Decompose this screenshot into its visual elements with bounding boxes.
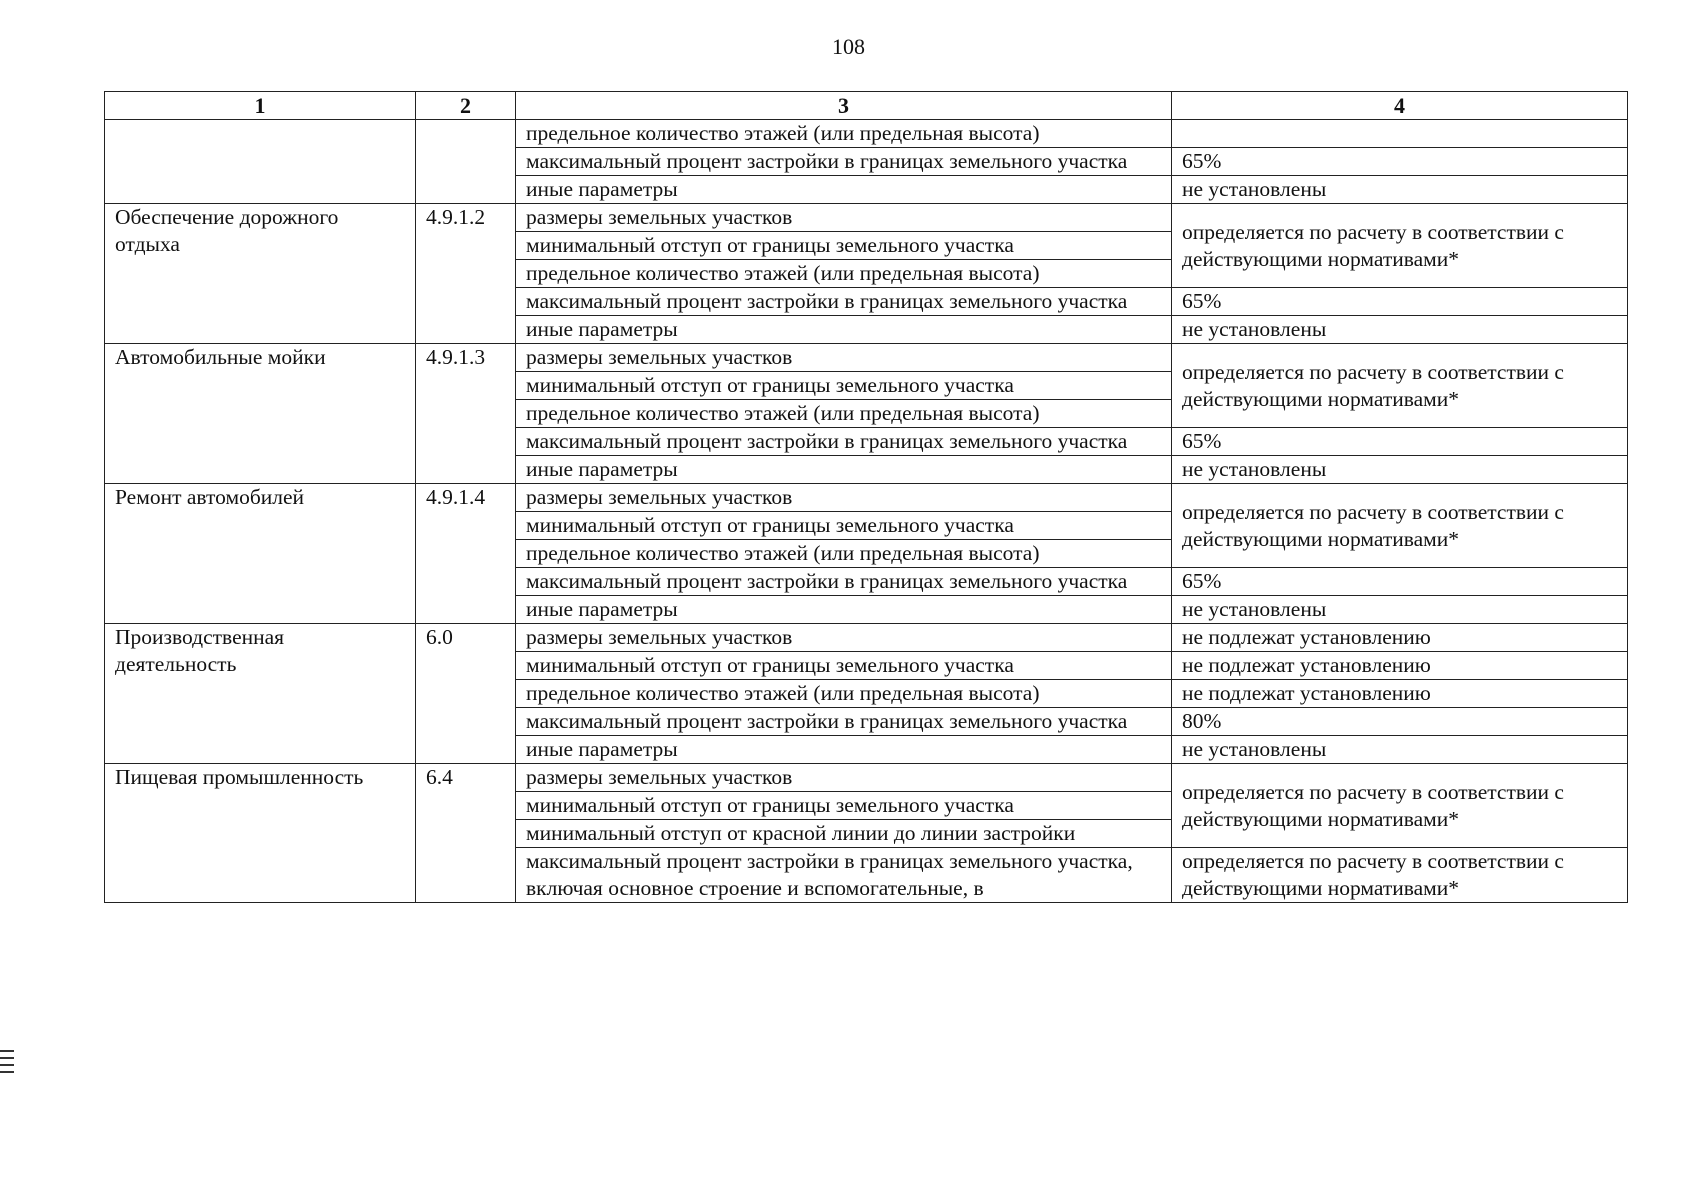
margin-mark [0, 1057, 14, 1059]
value-cell: не установлены [1172, 456, 1628, 484]
value-cell: не установлены [1172, 176, 1628, 204]
table-row [105, 484, 1628, 512]
param-cell: максимальный процент застройки в границах земельного участка [516, 288, 1172, 316]
use-name-cell: Обеспечение дорожного отдыха [105, 204, 416, 344]
param-cell: предельное количество этажей (или предельная высота) [516, 260, 1172, 288]
param-cell: минимальный отступ от границы земельного участка [516, 512, 1172, 540]
header-col-2: 2 [416, 92, 516, 120]
margin-mark [0, 1050, 14, 1052]
regulations-table [104, 91, 1628, 903]
value-cell: определяется по расчету в соответствии с действующими нормативами* [1172, 344, 1628, 428]
table-row [105, 204, 1628, 232]
value-cell: не установлены [1172, 736, 1628, 764]
param-cell: предельное количество этажей (или предельная высота) [516, 120, 1172, 148]
use-name-cell: Производственная деятельность [105, 624, 416, 764]
use-code-cell: 4.9.1.4 [416, 484, 516, 624]
use-name-cell: Автомобильные мойки [105, 344, 416, 484]
value-cell: не установлены [1172, 596, 1628, 624]
value-cell: 80% [1172, 708, 1628, 736]
value-cell: 65% [1172, 568, 1628, 596]
param-cell: минимальный отступ от границы земельного участка [516, 792, 1172, 820]
param-cell: иные параметры [516, 736, 1172, 764]
param-cell: размеры земельных участков [516, 484, 1172, 512]
header-col-3: 3 [516, 92, 1172, 120]
header-row [105, 92, 1628, 120]
value-cell: не подлежат установлению [1172, 680, 1628, 708]
param-cell: минимальный отступ от границы земельного участка [516, 652, 1172, 680]
table-row [105, 624, 1628, 652]
value-cell: 65% [1172, 288, 1628, 316]
use-code-cell: 6.4 [416, 764, 516, 903]
param-cell: предельное количество этажей (или предельная высота) [516, 400, 1172, 428]
value-cell: определяется по расчету в соответствии с действующими нормативами* [1172, 848, 1628, 903]
use-code-cell: 6.0 [416, 624, 516, 764]
param-cell: предельное количество этажей (или предельная высота) [516, 680, 1172, 708]
value-cell: не подлежат установлению [1172, 652, 1628, 680]
value-cell: 65% [1172, 148, 1628, 176]
page-number: 108 [832, 34, 865, 59]
value-cell: не подлежат установлению [1172, 624, 1628, 652]
value-cell: определяется по расчету в соответствии с действующими нормативами* [1172, 204, 1628, 288]
value-cell: определяется по расчету в соответствии с действующими нормативами* [1172, 764, 1628, 848]
param-cell: максимальный процент застройки в границах земельного участка [516, 148, 1172, 176]
value-cell: определяется по расчету в соответствии с действующими нормативами* [1172, 484, 1628, 568]
margin-mark [0, 1071, 14, 1073]
param-cell: максимальный процент застройки в границах земельного участка [516, 708, 1172, 736]
param-cell: максимальный процент застройки в границах земельного участка [516, 428, 1172, 456]
header-col-1: 1 [105, 92, 416, 120]
margin-mark [0, 1064, 14, 1066]
header-col-4: 4 [1172, 92, 1628, 120]
param-cell: иные параметры [516, 176, 1172, 204]
param-cell: иные параметры [516, 596, 1172, 624]
param-cell: размеры земельных участков [516, 204, 1172, 232]
table-row [105, 120, 1628, 148]
param-cell: минимальный отступ от красной линии до линии застройки [516, 820, 1172, 848]
param-cell: размеры земельных участков [516, 344, 1172, 372]
param-cell: предельное количество этажей (или предельная высота) [516, 540, 1172, 568]
scan-margin-marks [0, 1050, 14, 1078]
table-row [105, 344, 1628, 372]
value-cell [1172, 120, 1628, 148]
param-cell: размеры земельных участков [516, 764, 1172, 792]
param-cell: размеры земельных участков [516, 624, 1172, 652]
value-cell: 65% [1172, 428, 1628, 456]
param-cell: иные параметры [516, 456, 1172, 484]
param-cell: максимальный процент застройки в границах земельного участка, включая основное строение и вспомогательные, в [516, 848, 1172, 903]
use-code-cell: 4.9.1.2 [416, 204, 516, 344]
use-name-cell: Ремонт автомобилей [105, 484, 416, 624]
param-cell: минимальный отступ от границы земельного участка [516, 372, 1172, 400]
empty-name-cell [105, 120, 416, 204]
param-cell: иные параметры [516, 316, 1172, 344]
param-cell: максимальный процент застройки в границах земельного участка [516, 568, 1172, 596]
table-row [105, 764, 1628, 792]
param-cell: минимальный отступ от границы земельного участка [516, 232, 1172, 260]
value-cell: не установлены [1172, 316, 1628, 344]
empty-code-cell [416, 120, 516, 204]
use-code-cell: 4.9.1.3 [416, 344, 516, 484]
use-name-cell: Пищевая промышленность [105, 764, 416, 903]
